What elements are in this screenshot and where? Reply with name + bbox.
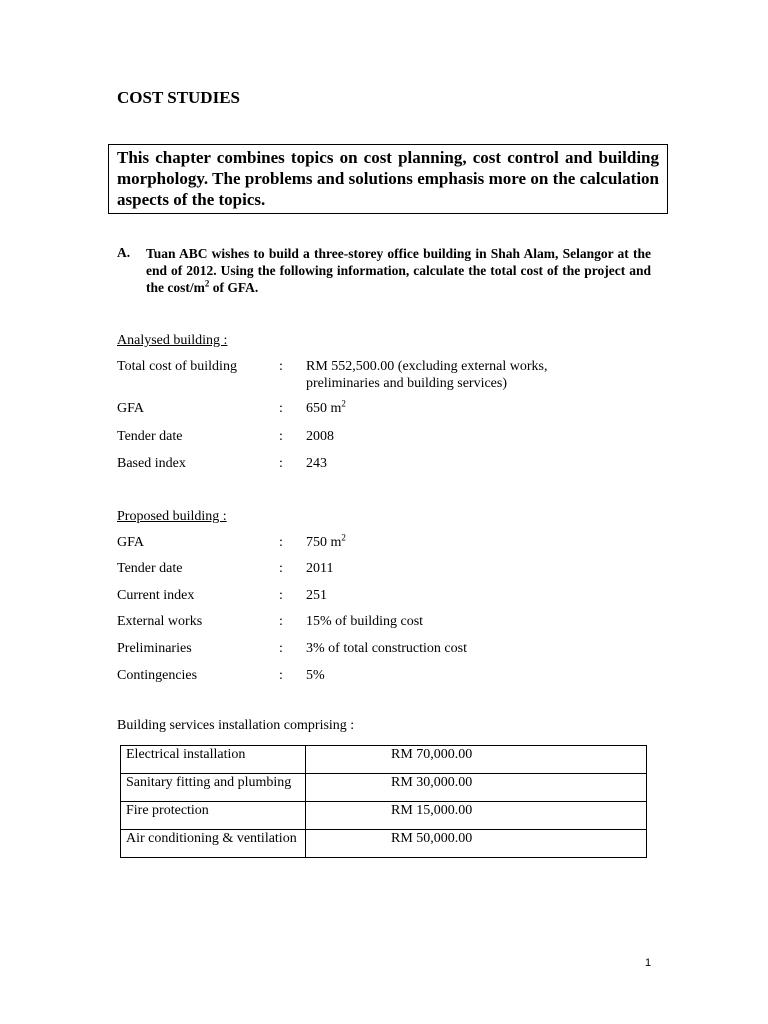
- table-row: [121, 802, 647, 830]
- analysed-row-colon: :: [279, 456, 283, 471]
- proposed-row-colon: :: [279, 614, 283, 629]
- analysed-row-value: RM 552,500.00 (excluding external works, preliminaries and building services): [306, 359, 548, 391]
- analysed-row-colon: :: [279, 359, 283, 374]
- question-text-end: of GFA.: [209, 280, 259, 295]
- services-intro: Building services installation comprising :: [117, 718, 355, 733]
- analysed-building-heading: Analysed building :: [117, 333, 228, 348]
- service-name: Air conditioning & ventilation: [121, 830, 306, 858]
- analysed-row-value: 243: [306, 456, 327, 471]
- services-table: [120, 745, 647, 858]
- service-amount: RM 15,000.00: [306, 802, 647, 830]
- analysed-row-colon: :: [279, 429, 283, 444]
- proposed-gfa-superscript: 2: [341, 532, 346, 543]
- question-superscript: 2: [204, 278, 210, 289]
- proposed-row-label: Current index: [117, 588, 195, 603]
- proposed-row-label: Tender date: [117, 561, 183, 576]
- analysed-row-label: Tender date: [117, 429, 183, 444]
- proposed-row-value: 3% of total construction cost: [306, 641, 467, 656]
- proposed-row-colon: :: [279, 641, 283, 656]
- question-marker: A.: [117, 245, 131, 260]
- chapter-intro-box: [108, 144, 668, 214]
- analysed-row-label: Total cost of building: [117, 359, 237, 374]
- proposed-row-label: External works: [117, 614, 203, 629]
- proposed-row-value: [306, 534, 606, 551]
- analysed-gfa-superscript: 2: [341, 398, 346, 409]
- proposed-building-heading: Proposed building :: [117, 509, 227, 524]
- page-title: COST STUDIES: [117, 88, 240, 107]
- question-text-main: Tuan ABC wishes to build a three-storey office building in Shah Alam, Selangor at the end of 2012. Using the following information, calculate the total cost of the project and the cost/m: [146, 246, 651, 295]
- proposed-row-label: Preliminaries: [117, 641, 192, 656]
- service-name: Fire protection: [121, 802, 306, 830]
- table-row: [121, 774, 647, 802]
- service-amount: RM 30,000.00: [306, 774, 647, 802]
- proposed-row-value: 15% of building cost: [306, 614, 424, 629]
- proposed-row-value: 5%: [306, 668, 325, 683]
- analysed-row-label: GFA: [117, 401, 144, 416]
- question-text: [146, 245, 651, 296]
- table-row: [121, 830, 647, 858]
- service-amount: RM 50,000.00: [306, 830, 647, 858]
- proposed-row-colon: :: [279, 668, 283, 683]
- proposed-row-colon: :: [279, 561, 283, 576]
- analysed-row-value: [306, 400, 606, 417]
- proposed-gfa-value: 750 m: [306, 535, 342, 550]
- analysed-row-label: Based index: [117, 456, 186, 471]
- proposed-row-value: 2011: [306, 561, 334, 576]
- proposed-row-colon: :: [279, 535, 283, 550]
- service-amount: RM 70,000.00: [306, 746, 647, 774]
- service-name: Sanitary fitting and plumbing: [121, 774, 306, 802]
- proposed-row-label: Contingencies: [117, 668, 198, 683]
- proposed-row-value: 251: [306, 588, 327, 603]
- analysed-row-value: 2008: [306, 429, 334, 444]
- analysed-row-colon: :: [279, 401, 283, 416]
- page-number: 1: [645, 957, 652, 969]
- proposed-row-colon: :: [279, 588, 283, 603]
- analysed-gfa-value: 650 m: [306, 401, 342, 416]
- proposed-row-label: GFA: [117, 535, 144, 550]
- service-name: Electrical installation: [121, 746, 306, 774]
- table-row: [121, 746, 647, 774]
- chapter-intro-text: This chapter combines topics on cost planning, cost control and building morphology. The problems and solutions emphasis more on the calculation aspects of the topics.: [117, 148, 659, 209]
